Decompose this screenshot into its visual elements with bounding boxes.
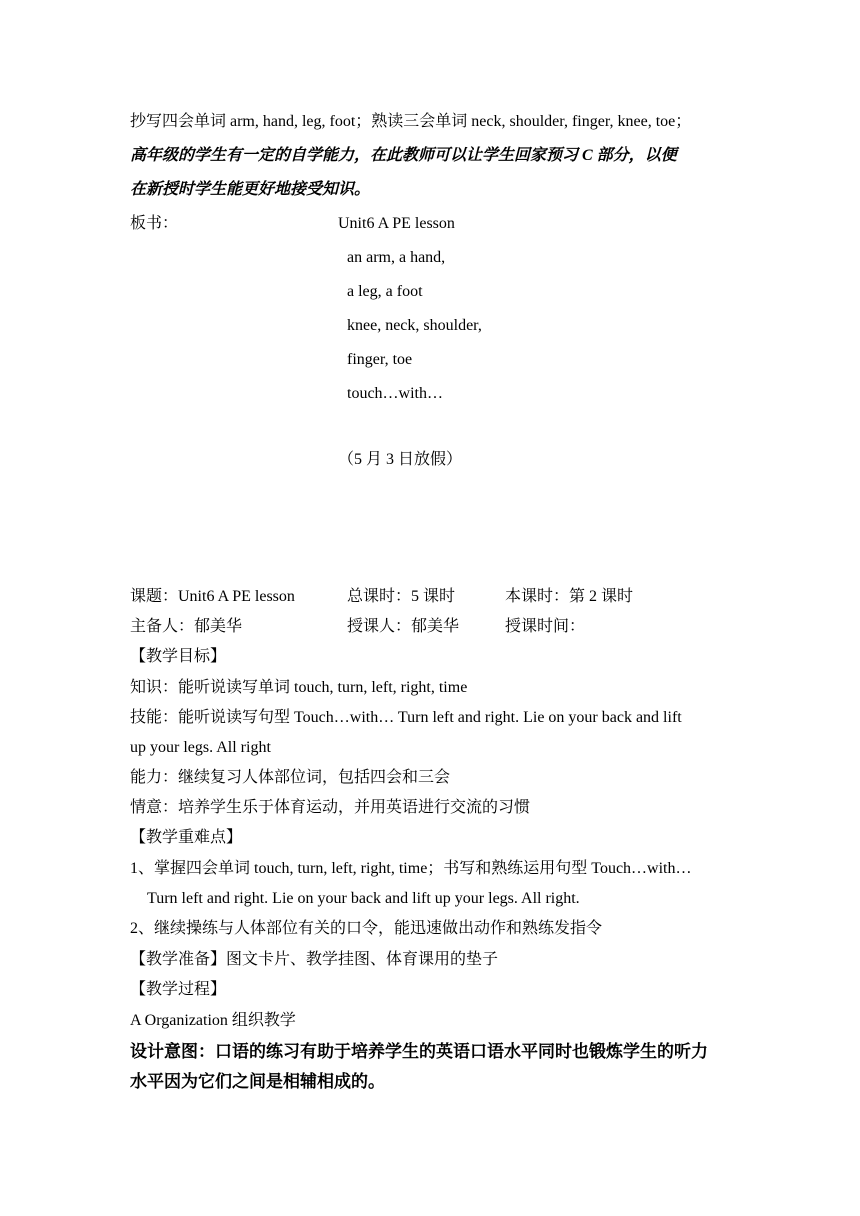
holiday-note: （5 月 3 日放假）: [338, 451, 463, 468]
teacher: 授课人：郁美华: [347, 618, 460, 635]
key-point-1-line-1: 1、掌握四会单词 touch, turn, left, right, time；书写和熟练运用句型 Touch…with…: [130, 860, 692, 877]
blackboard-title: Unit6 A PE lesson: [338, 215, 455, 232]
key-points-heading: 【教学重难点】: [130, 829, 243, 846]
process-step-a: A Organization 组织教学: [130, 1012, 296, 1029]
preparer: 主备人：郁美华: [130, 618, 243, 635]
design-intent-line-2: 水平因为它们之间是相辅相成的。: [130, 1072, 385, 1091]
homework-note-line-1: 高年级的学生有一定的自学能力，在此教师可以让学生回家预习 C 部分，以便: [130, 147, 677, 164]
key-point-1-line-2: Turn left and right. Lie on your back and lift up your legs. All right.: [147, 890, 580, 907]
design-intent-line-1: 设计意图：口语的练习有助于培养学生的英语口语水平同时也锻炼学生的听力: [130, 1042, 708, 1061]
total-hours: 总课时：5 课时: [347, 588, 456, 605]
this-hour: 本课时：第 2 课时: [505, 588, 634, 605]
objectives-heading: 【教学目标】: [130, 648, 227, 665]
blackboard-line: a leg, a foot: [347, 283, 423, 300]
objective-ability: 能力：继续复习人体部位词，包括四会和三会: [130, 769, 451, 786]
homework-note-line-2: 在新授时学生能更好地接受知识。: [130, 181, 371, 198]
objective-knowledge: 知识：能听说读写单词 touch, turn, left, right, time: [130, 679, 468, 696]
objective-skill-line-1: 技能：能听说读写句型 Touch…with… Turn left and right. Lie on your back and lift: [130, 709, 682, 726]
blackboard-line: finger, toe: [347, 351, 413, 368]
homework-line: 抄写四会单词 arm, hand, leg, foot；熟读三会单词 neck, shoulder, finger, knee, toe；: [130, 113, 692, 130]
blackboard-line: an arm, a hand,: [347, 249, 446, 266]
objective-skill-line-2: up your legs. All right: [130, 739, 271, 756]
preparation: 【教学准备】图文卡片、教学挂图、体育课用的垫子: [130, 951, 499, 968]
process-heading: 【教学过程】: [130, 981, 227, 998]
objective-emotion: 情意：培养学生乐于体育运动，并用英语进行交流的习惯: [130, 799, 531, 816]
blackboard-label: 板书：: [130, 215, 179, 232]
key-point-2: 2、继续操练与人体部位有关的口令，能迅速做出动作和熟练发指令: [130, 920, 603, 937]
lesson-topic: 课题：Unit6 A PE lesson: [130, 588, 295, 605]
blackboard-line: knee, neck, shoulder,: [347, 317, 482, 334]
teaching-time: 授课时间：: [505, 618, 586, 635]
blackboard-line: touch…with…: [347, 385, 443, 402]
